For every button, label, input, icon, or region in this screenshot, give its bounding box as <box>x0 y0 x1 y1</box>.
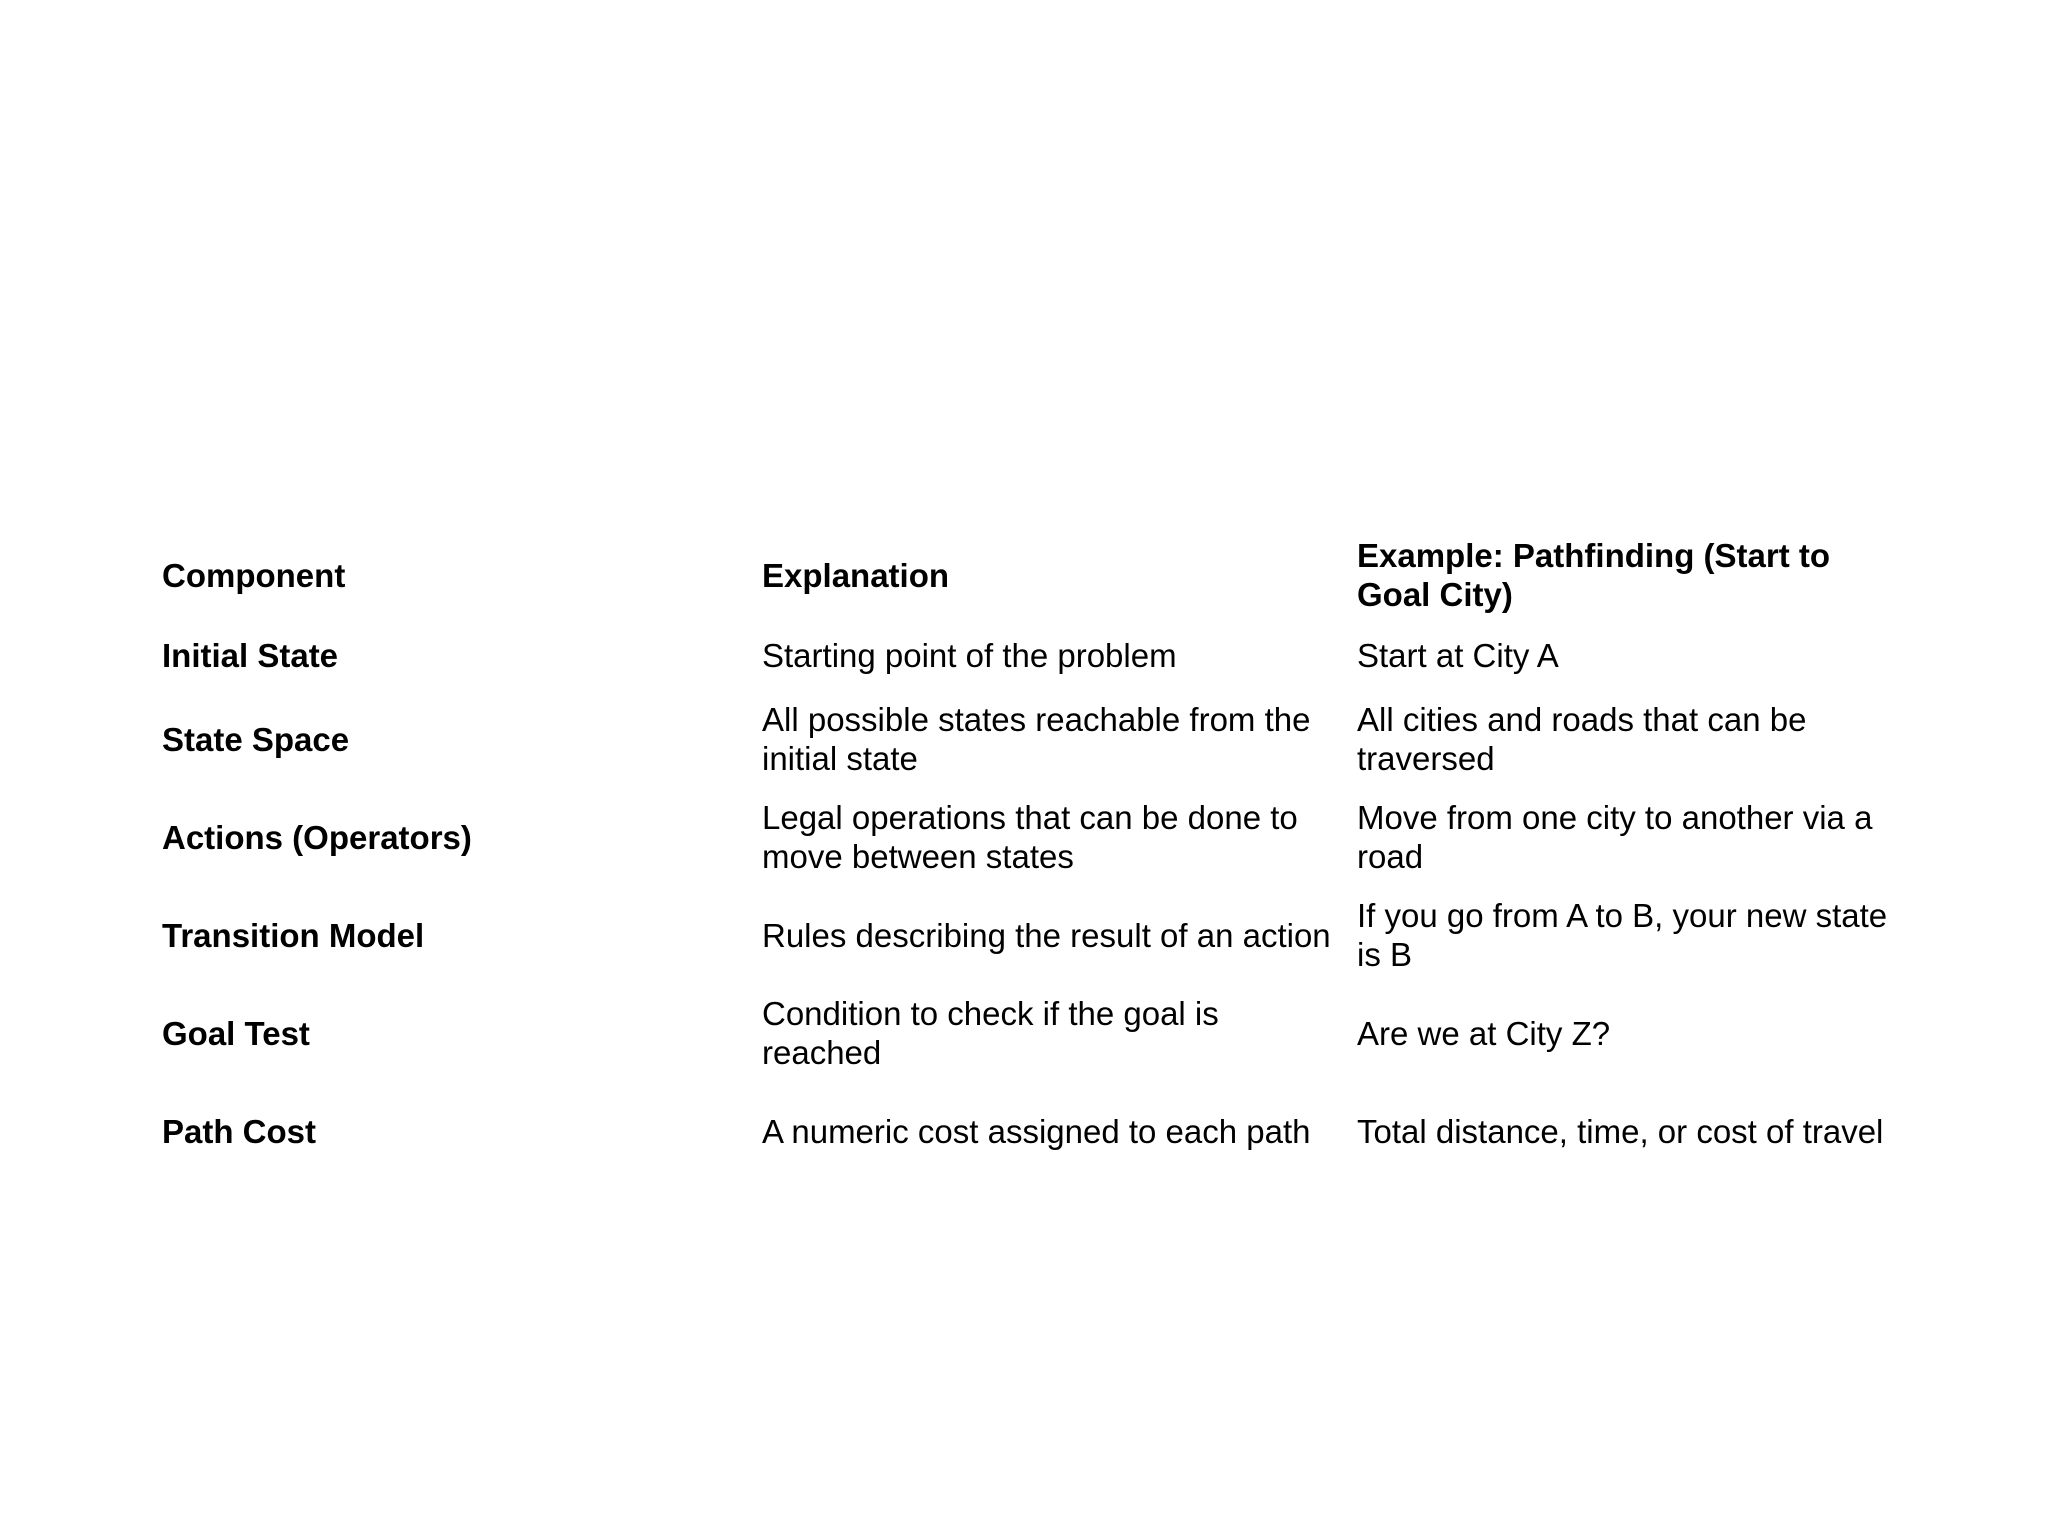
row-component: Transition Model <box>162 916 425 954</box>
header-example: Example: Pathfinding (Start to Goal City) <box>1357 537 1831 613</box>
row-explanation: Rules describing the result of an action <box>762 916 1331 954</box>
row-explanation: All possible states reachable from the initial state <box>762 701 1311 777</box>
row-example: Are we at City Z? <box>1357 1014 1611 1052</box>
row-component: Actions (Operators) <box>162 818 472 856</box>
table-row <box>150 788 1910 886</box>
row-explanation: A numeric cost assigned to each path <box>762 1112 1311 1150</box>
row-example: Move from one city to another via a road <box>1357 799 1873 875</box>
table-header-row <box>150 530 1910 620</box>
row-explanation: Condition to check if the goal is reached <box>762 995 1219 1071</box>
row-explanation: Legal operations that can be done to move between states <box>762 799 1298 875</box>
header-component: Component <box>162 556 346 594</box>
row-example: All cities and roads that can be traversed <box>1357 701 1807 777</box>
row-component: Path Cost <box>162 1112 317 1150</box>
row-explanation: Starting point of the problem <box>762 636 1177 674</box>
problem-components-table <box>150 530 1910 1180</box>
row-example: Total distance, time, or cost of travel <box>1357 1112 1884 1150</box>
table-row <box>150 1082 1910 1180</box>
row-example: If you go from A to B, your new state is B <box>1357 897 1888 973</box>
header-explanation: Explanation <box>762 556 950 594</box>
row-component: Goal Test <box>162 1014 310 1052</box>
row-component: Initial State <box>162 636 339 674</box>
row-component: State Space <box>162 720 350 758</box>
row-example: Start at City A <box>1357 636 1559 674</box>
problem-components-table-wrapper <box>150 530 1910 1180</box>
table-row <box>150 690 1910 788</box>
table-row <box>150 620 1910 690</box>
table-row <box>150 886 1910 984</box>
table-row <box>150 984 1910 1082</box>
